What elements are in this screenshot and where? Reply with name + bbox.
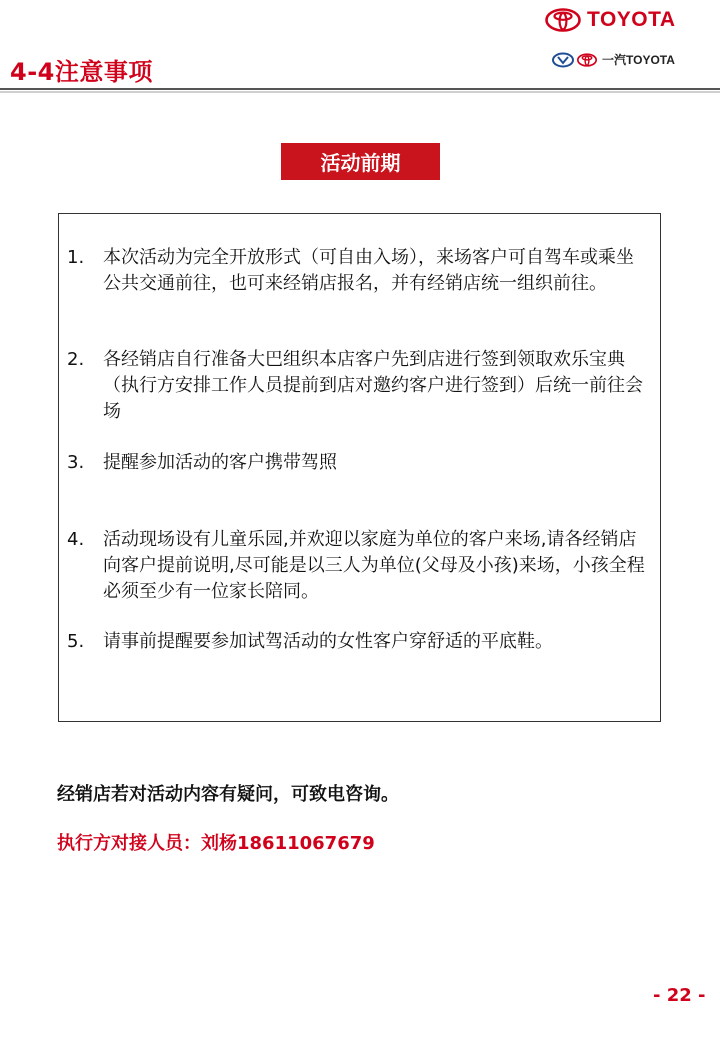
toyota-small-emblem-icon (577, 53, 597, 67)
header-divider (0, 88, 720, 90)
note-item (67, 527, 650, 605)
faw-emblem-icon (552, 52, 574, 68)
faw-toyota-logo (552, 51, 675, 68)
toyota-logo (545, 8, 676, 32)
note-number: 2. (67, 349, 85, 370)
note-number: 4. (67, 529, 85, 550)
header-divider-shadow (0, 91, 720, 93)
note-number: 3. (67, 452, 85, 473)
note-text: 请事前提醒要参加试驾活动的女性客户穿舒适的平底鞋。 (103, 631, 553, 652)
notes-box (58, 213, 661, 722)
phase-banner: 活动前期 (281, 143, 440, 180)
note-text: 提醒参加活动的客户携带驾照 (103, 452, 337, 473)
note-number: 1. (67, 247, 85, 268)
toyota-emblem-icon (545, 8, 581, 32)
inquiry-note: 经销店若对活动内容有疑问，可致电咨询。 (57, 784, 399, 805)
note-number: 5. (67, 631, 85, 652)
faw-toyota-wordmark: 一汽TOYOTA (602, 53, 675, 67)
note-text: 活动现场设有儿童乐园,并欢迎以家庭为单位的客户来场,请各经销店向客户提前说明,尽可能是以三人为单位(父母及小孩)来场，小孩全程必须至少有一位家长陪同。 (103, 529, 645, 602)
note-item (67, 347, 650, 425)
note-item (67, 629, 650, 655)
contact-person: 执行方对接人员：刘杨18611067679 (57, 833, 375, 854)
section-title: 4-4注意事项 (10, 58, 153, 86)
note-item (67, 450, 650, 476)
page-number: - 22 - (653, 985, 706, 1006)
toyota-wordmark: TOYOTA (587, 8, 676, 31)
note-item (67, 245, 650, 297)
note-text: 各经销店自行准备大巴组织本店客户先到店进行签到领取欢乐宝典（执行方安排工作人员提前到店对邀约客户进行签到）后统一前往会场 (103, 349, 643, 422)
note-text: 本次活动为完全开放形式（可自由入场），来场客户可自驾车或乘坐公共交通前往，也可来经销店报名，并有经销店统一组织前往。 (103, 247, 634, 294)
